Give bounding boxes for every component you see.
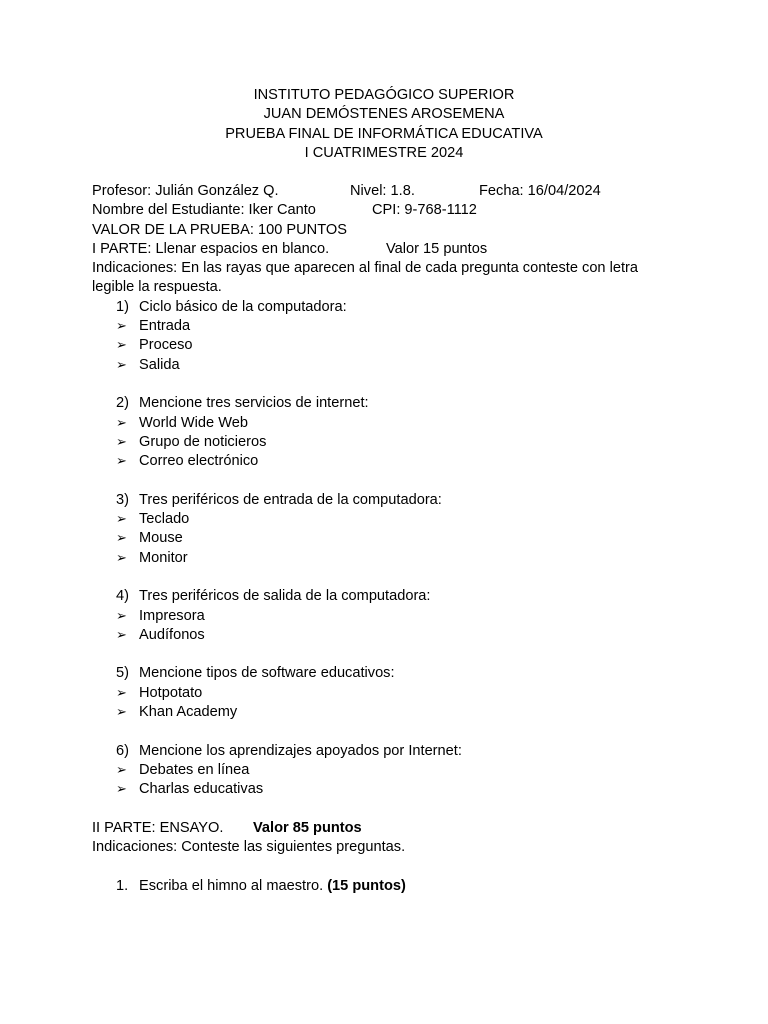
question-item	[92, 742, 682, 761]
question-text: Mencione los aprendizajes apoyados por Internet:	[139, 742, 462, 759]
question-item	[92, 298, 682, 317]
question-text: Tres periféricos de salida de la computadora:	[139, 588, 431, 605]
arrow-bullet-icon: ➢	[116, 608, 127, 624]
spacer	[92, 722, 682, 741]
answer-item	[92, 414, 682, 433]
arrow-bullet-icon: ➢	[116, 338, 127, 354]
answer-text: Impresora	[139, 607, 205, 624]
question-item	[92, 394, 682, 413]
question-item	[92, 587, 682, 606]
arrow-bullet-icon: ➢	[116, 319, 127, 335]
answer-item	[92, 356, 682, 375]
cpi-field: CPI: 9-768-1112	[372, 202, 477, 219]
question-text: Mencione tipos de software educativos:	[139, 665, 395, 682]
question-number: 2)	[116, 395, 129, 412]
question-item	[92, 664, 682, 683]
arrow-bullet-icon: ➢	[116, 627, 127, 643]
student-name-field: Nombre del Estudiante: Iker Canto	[92, 202, 316, 219]
exam-value: VALOR DE LA PRUEBA: 100 PUNTOS	[92, 221, 347, 238]
nivel-field: Nivel: 1.8.	[350, 183, 415, 199]
fecha-field: Fecha: 16/04/2024	[479, 183, 601, 199]
arrow-bullet-icon: ➢	[116, 705, 127, 721]
answer-item	[92, 452, 682, 471]
term: I CUATRIMESTRE 2024	[304, 144, 464, 161]
part1-value: Valor 15 puntos	[386, 240, 488, 257]
question-number: 5)	[116, 665, 129, 682]
arrow-bullet-icon: ➢	[116, 550, 127, 566]
info-row-1	[92, 182, 682, 201]
document-body	[92, 182, 682, 896]
answer-item	[92, 626, 682, 645]
answer-text: Audífonos	[139, 626, 205, 643]
answer-text: Mouse	[139, 530, 183, 547]
part1-question-list	[92, 298, 682, 819]
answer-item	[92, 761, 682, 780]
arrow-bullet-icon: ➢	[116, 531, 127, 547]
institute-subtitle: JUAN DEMÓSTENES AROSEMENA	[263, 106, 505, 123]
answer-text: Salida	[139, 356, 180, 373]
spacer	[92, 471, 682, 490]
question-number: 6)	[116, 742, 129, 759]
answer-item	[92, 684, 682, 703]
answer-item	[92, 780, 682, 799]
answer-text: World Wide Web	[139, 414, 248, 431]
answer-text: Correo electrónico	[139, 453, 259, 470]
institute-name: INSTITUTO PEDAGÓGICO SUPERIOR	[253, 87, 515, 103]
answer-text: Grupo de noticieros	[139, 433, 267, 450]
spacer	[92, 857, 682, 876]
answer-item	[92, 317, 682, 336]
question-item	[92, 491, 682, 510]
answer-item	[92, 336, 682, 355]
arrow-bullet-icon: ➢	[116, 415, 127, 431]
document-header	[0, 86, 768, 163]
answer-item	[92, 703, 682, 722]
part1-heading	[92, 240, 682, 259]
answer-text: Proceso	[139, 337, 193, 354]
question-text: Ciclo básico de la computadora:	[139, 298, 347, 315]
profesor-field: Profesor: Julián González Q.	[92, 183, 279, 199]
part1-instructions: Indicaciones: En las rayas que aparecen al final de cada pregunta conteste con letra legible la respuesta.	[92, 260, 638, 296]
part2-heading	[92, 819, 682, 838]
part1-title: I PARTE: Llenar espacios en blanco.	[92, 240, 330, 257]
question-number: 4)	[116, 588, 129, 605]
question-points: (15 puntos)	[327, 877, 406, 894]
arrow-bullet-icon: ➢	[116, 685, 127, 701]
question-text: Escriba el himno al maestro.	[139, 877, 324, 894]
answer-text: Debates en línea	[139, 761, 250, 778]
answer-item	[92, 529, 682, 548]
question-number: 1)	[116, 298, 129, 315]
info-row-2	[92, 201, 682, 220]
spacer	[92, 800, 682, 819]
question-text: Tres periféricos de entrada de la computadora:	[139, 491, 442, 508]
answer-item	[92, 607, 682, 626]
question-number: 1.	[116, 877, 129, 894]
answer-text: Hotpotato	[139, 684, 203, 701]
answer-text: Teclado	[139, 511, 190, 528]
answer-text: Entrada	[139, 318, 191, 335]
arrow-bullet-icon: ➢	[116, 454, 127, 470]
exam-title: PRUEBA FINAL DE INFORMÁTICA EDUCATIVA	[225, 125, 543, 142]
arrow-bullet-icon: ➢	[116, 434, 127, 450]
part2-value: Valor 85 puntos	[253, 819, 362, 836]
answer-item	[92, 433, 682, 452]
spacer	[92, 568, 682, 587]
part2-instructions: Indicaciones: Conteste las siguientes preguntas.	[92, 839, 406, 856]
arrow-bullet-icon: ➢	[116, 782, 127, 798]
part2-title: II PARTE: ENSAYO.	[92, 819, 224, 836]
arrow-bullet-icon: ➢	[116, 762, 127, 778]
question-number: 3)	[116, 491, 129, 508]
answer-item	[92, 510, 682, 529]
arrow-bullet-icon: ➢	[116, 357, 127, 373]
arrow-bullet-icon: ➢	[116, 512, 127, 528]
spacer	[92, 375, 682, 394]
answer-text: Charlas educativas	[139, 781, 264, 798]
part2-question	[92, 877, 682, 896]
answer-text: Monitor	[139, 549, 188, 566]
spacer	[92, 645, 682, 664]
question-text: Mencione tres servicios de internet:	[139, 395, 369, 412]
answer-item	[92, 549, 682, 568]
answer-text: Khan Academy	[139, 704, 238, 721]
